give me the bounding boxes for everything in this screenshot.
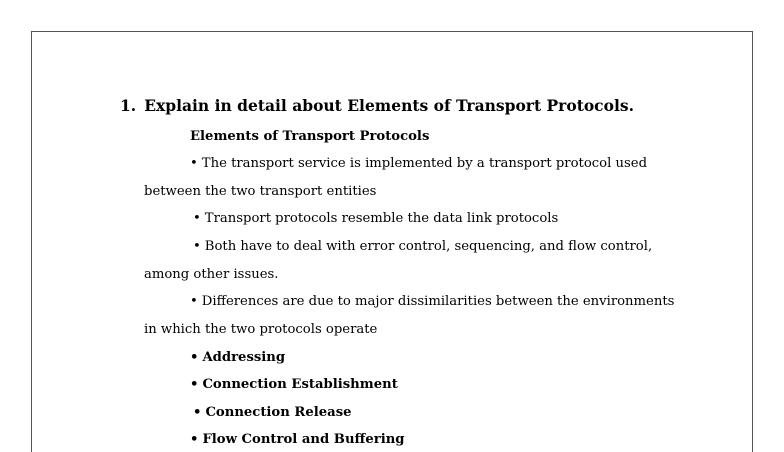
bullet-icon: •	[190, 294, 198, 309]
paragraph-3-text: Both have to deal with error control, sequencing, and flow control,	[204, 239, 653, 254]
paragraph-2-text: Transport protocols resemble the data link protocols	[204, 211, 559, 226]
list-item-connection-establishment	[190, 377, 398, 392]
list-item-label: Addressing	[202, 350, 286, 365]
list-item-addressing	[190, 350, 285, 365]
section-heading: Elements of Transport Protocols	[190, 129, 430, 144]
bullet-icon: •	[190, 350, 199, 365]
bullet-icon: •	[193, 211, 201, 226]
bullet-icon: •	[193, 239, 201, 254]
paragraph-1-continuation: between the two transport entities	[144, 184, 377, 199]
paragraph-1-first-line	[190, 156, 647, 171]
list-item-label: Flow Control and Buffering	[202, 432, 405, 447]
question-text: Explain in detail about Elements of Transport Protocols.	[144, 96, 634, 115]
question-title	[120, 96, 634, 115]
paragraph-4-continuation: in which the two protocols operate	[144, 322, 378, 337]
paragraph-2-first-line	[193, 211, 558, 226]
bullet-icon: •	[190, 432, 199, 447]
page-content	[32, 32, 752, 452]
paragraph-1-text: The transport service is implemented by a transport protocol used	[201, 156, 648, 171]
question-number: 1.	[120, 96, 137, 115]
list-item-connection-release	[193, 405, 352, 420]
document-page	[31, 31, 753, 452]
bullet-icon: •	[190, 156, 198, 171]
bullet-icon: •	[190, 377, 199, 392]
paragraph-4-first-line	[190, 294, 674, 309]
list-item-flow-control	[190, 432, 405, 447]
paragraph-3-first-line	[193, 239, 652, 254]
list-item-label: Connection Release	[205, 405, 352, 420]
bullet-icon: •	[193, 405, 202, 420]
paragraph-4-text: Differences are due to major dissimilarities between the environments	[201, 294, 675, 309]
list-item-label: Connection Establishment	[202, 377, 398, 392]
paragraph-3-continuation: among other issues.	[144, 267, 279, 282]
